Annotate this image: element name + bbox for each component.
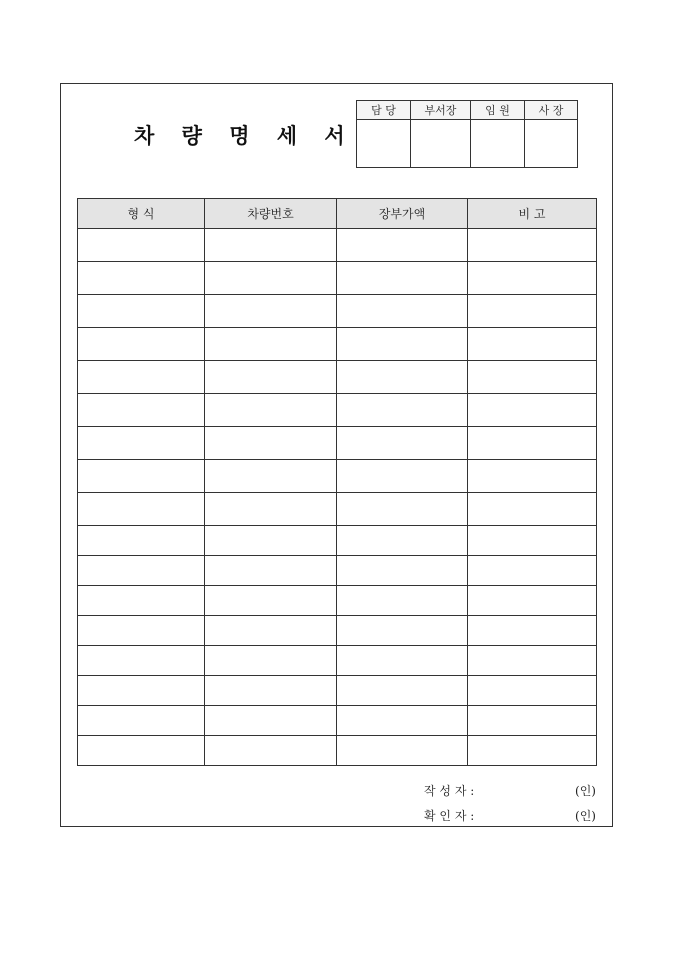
table-row [78,556,597,586]
column-header-plate-number: 차량번호 [205,199,337,229]
confirm-seal: (인) [575,809,596,823]
cell-remarks[interactable] [468,295,597,328]
table-row [78,736,597,766]
cell-type[interactable] [78,229,205,262]
approval-header-manager: 담 당 [357,101,411,120]
cell-book-value[interactable] [337,262,468,295]
cell-remarks[interactable] [468,460,597,493]
cell-remarks[interactable] [468,616,597,646]
approval-header-executive: 임 원 [471,101,525,120]
cell-type[interactable] [78,427,205,460]
cell-plate-number[interactable] [205,394,337,427]
author-seal: (인) [575,784,596,798]
cell-remarks[interactable] [468,427,597,460]
cell-plate-number[interactable] [205,493,337,526]
cell-plate-number[interactable] [205,556,337,586]
table-header-row [78,199,597,229]
cell-book-value[interactable] [337,229,468,262]
cell-plate-number[interactable] [205,295,337,328]
confirm-label: 확 인 자 : [424,809,475,823]
cell-book-value[interactable] [337,295,468,328]
column-header-book-value: 장부가액 [337,199,468,229]
cell-plate-number[interactable] [205,361,337,394]
cell-remarks[interactable] [468,706,597,736]
cell-book-value[interactable] [337,460,468,493]
approval-sign-executive[interactable] [471,120,525,168]
cell-remarks[interactable] [468,394,597,427]
cell-book-value[interactable] [337,676,468,706]
table-row [78,460,597,493]
column-header-remarks: 비 고 [468,199,597,229]
cell-plate-number[interactable] [205,229,337,262]
cell-remarks[interactable] [468,586,597,616]
cell-type[interactable] [78,328,205,361]
table-row [78,706,597,736]
table-row [78,361,597,394]
author-label: 작 성 자 : [424,784,475,798]
cell-plate-number[interactable] [205,262,337,295]
cell-remarks[interactable] [468,736,597,766]
cell-plate-number[interactable] [205,328,337,361]
cell-remarks[interactable] [468,676,597,706]
cell-plate-number[interactable] [205,646,337,676]
cell-remarks[interactable] [468,556,597,586]
cell-remarks[interactable] [468,526,597,556]
cell-type[interactable] [78,361,205,394]
table-row [78,526,597,556]
cell-book-value[interactable] [337,556,468,586]
table-row [78,616,597,646]
column-header-type: 형 식 [78,199,205,229]
table-row [78,229,597,262]
table-row [78,262,597,295]
cell-book-value[interactable] [337,328,468,361]
cell-plate-number[interactable] [205,616,337,646]
approval-header-dept-head: 부서장 [411,101,471,120]
approval-box [356,100,578,168]
cell-book-value[interactable] [337,736,468,766]
cell-type[interactable] [78,493,205,526]
cell-remarks[interactable] [468,361,597,394]
cell-type[interactable] [78,262,205,295]
cell-remarks[interactable] [468,493,597,526]
table-row [78,295,597,328]
cell-book-value[interactable] [337,526,468,556]
document-title: 차 량 명 세 서 [134,123,355,148]
table-row [78,646,597,676]
cell-remarks[interactable] [468,229,597,262]
cell-plate-number[interactable] [205,427,337,460]
approval-sign-manager[interactable] [357,120,411,168]
cell-book-value[interactable] [337,361,468,394]
table-row [78,586,597,616]
cell-type[interactable] [78,526,205,556]
cell-type[interactable] [78,460,205,493]
cell-type[interactable] [78,616,205,646]
table-row [78,427,597,460]
approval-header-president: 사 장 [525,101,578,120]
table-row [78,493,597,526]
cell-plate-number[interactable] [205,586,337,616]
approval-sign-president[interactable] [525,120,578,168]
table-row [78,328,597,361]
cell-book-value[interactable] [337,586,468,616]
cell-type[interactable] [78,646,205,676]
approval-sign-dept-head[interactable] [411,120,471,168]
cell-book-value[interactable] [337,646,468,676]
table-row [78,676,597,706]
cell-plate-number[interactable] [205,706,337,736]
cell-type[interactable] [78,394,205,427]
vehicle-table [77,198,597,766]
cell-book-value[interactable] [337,493,468,526]
cell-remarks[interactable] [468,646,597,676]
cell-type[interactable] [78,556,205,586]
cell-type[interactable] [78,706,205,736]
cell-book-value[interactable] [337,706,468,736]
cell-book-value[interactable] [337,616,468,646]
cell-type[interactable] [78,676,205,706]
cell-remarks[interactable] [468,328,597,361]
cell-type[interactable] [78,586,205,616]
table-body [78,229,597,766]
cell-type[interactable] [78,295,205,328]
cell-plate-number[interactable] [205,676,337,706]
cell-plate-number[interactable] [205,460,337,493]
cell-book-value[interactable] [337,427,468,460]
table-row [78,394,597,427]
cell-remarks[interactable] [468,262,597,295]
cell-type[interactable] [78,736,205,766]
cell-plate-number[interactable] [205,736,337,766]
cell-plate-number[interactable] [205,526,337,556]
cell-book-value[interactable] [337,394,468,427]
